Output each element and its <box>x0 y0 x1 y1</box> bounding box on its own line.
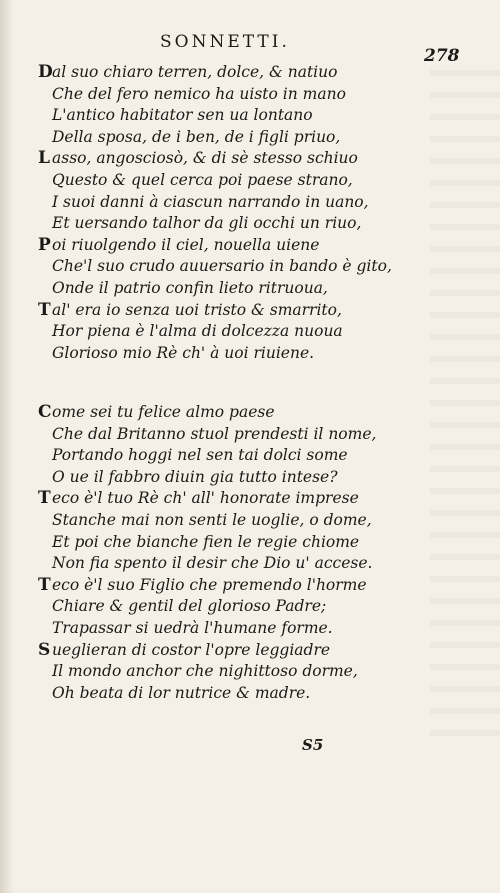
verse-text: Che dal Britanno stuol prendesti il nome, <box>52 424 377 443</box>
verse-text: Che del fero nemico ha uisto in mano <box>52 84 346 103</box>
verse-line <box>38 424 376 446</box>
sonnet-2 <box>38 402 376 704</box>
verse-text: O ue il fabbro diuin gia tutto intese? <box>52 467 338 486</box>
verse-text: Glorioso mio Rè ch' à uoi riuiene. <box>52 343 315 362</box>
verse-text: Et poi che bianche fien le regie chiome <box>52 532 360 551</box>
initial-letter: C <box>38 402 52 422</box>
verse-line <box>38 256 392 278</box>
verse-text: eco è'l tuo Rè ch' all' honorate imprese <box>52 489 359 508</box>
verse-text: ueglieran di costor l'opre leggiadre <box>52 640 331 659</box>
running-title: SONNETTI. <box>160 32 290 52</box>
verse-text: I suoi danni à ciascun narrando in uano, <box>52 192 369 211</box>
verse-text: Portando hoggi nel sen tai dolci some <box>52 446 348 465</box>
verse-text: al' era io senza uoi tristo & smarrito, <box>52 300 342 319</box>
verse-line <box>38 532 376 554</box>
verse-line <box>38 127 392 149</box>
verse-text: Trapassar si uedrà l'humane forme. <box>52 618 333 637</box>
verse-text: Et uersando talhor da gli occhi un riuo, <box>52 214 362 233</box>
verse-line <box>38 488 376 510</box>
verse-line <box>38 84 392 106</box>
verse-text: Il mondo anchor che nighittoso dorme, <box>52 662 358 681</box>
initial-letter: D <box>38 62 53 82</box>
initial-letter: S <box>38 639 51 660</box>
initial-letter: T <box>38 488 51 509</box>
verse-line <box>38 661 376 683</box>
verse-text: asso, angosciosò, & di sè stesso schiuo <box>52 149 358 168</box>
verse-line <box>38 235 392 257</box>
verse-text: Che'l suo crudo auuersario in bando è gito, <box>52 257 392 276</box>
verse-line <box>38 300 392 322</box>
verse-text: Hor piena è l'alma di dolcezza nuoua <box>52 322 343 341</box>
verse-line <box>38 213 392 235</box>
verse-text: Chiare & gentil del glorioso Padre; <box>52 597 327 616</box>
verse-line <box>38 467 376 489</box>
verse-line <box>38 278 392 300</box>
verse-line <box>38 321 392 343</box>
verse-line <box>38 618 376 640</box>
verse-line <box>38 170 392 192</box>
initial-letter: L <box>38 148 50 169</box>
verse-text: Questo & quel cerca poi paese strano, <box>52 170 353 189</box>
verse-line <box>38 105 392 127</box>
verse-line <box>38 575 376 597</box>
verse-text: Onde il patrio confin lieto ritruoua, <box>52 278 328 297</box>
verse-text: Stanche mai non senti le uoglie, o dome, <box>52 510 372 529</box>
verse-text: al suo chiaro terren, dolce, & natiuo <box>52 63 338 81</box>
page-number: 278 <box>424 46 460 66</box>
verse-line <box>38 192 392 214</box>
verse-line <box>38 683 376 705</box>
initial-letter: T <box>38 574 51 595</box>
verse-text: eco è'l suo Figlio che premendo l'horme <box>52 575 367 594</box>
verse-line <box>38 553 376 575</box>
verse-text: Non fia spento il desir che Dio u' accese. <box>52 554 373 573</box>
verse-text: oi riuolgendo il ciel, nouella uiene <box>52 235 320 254</box>
verse-text: Della sposa, de i ben, de i figli priuo, <box>52 127 341 146</box>
signature-mark: S5 <box>302 736 324 754</box>
show-through-text <box>430 70 500 750</box>
verse-text: Oh beata di lor nutrice & madre. <box>52 683 311 702</box>
initial-letter: T <box>38 299 51 320</box>
sonnet-1 <box>38 62 392 364</box>
verse-line <box>38 596 376 618</box>
verse-line <box>38 62 392 84</box>
verse-line <box>38 148 392 170</box>
verse-text: ome sei tu felice almo paese <box>52 403 275 421</box>
verse-line <box>38 343 392 365</box>
initial-letter: P <box>38 234 51 255</box>
verse-line <box>38 402 376 424</box>
verse-line <box>38 510 376 532</box>
verse-text: L'antico habitator sen ua lontano <box>52 106 313 125</box>
verse-line <box>38 445 376 467</box>
verse-line <box>38 640 376 662</box>
